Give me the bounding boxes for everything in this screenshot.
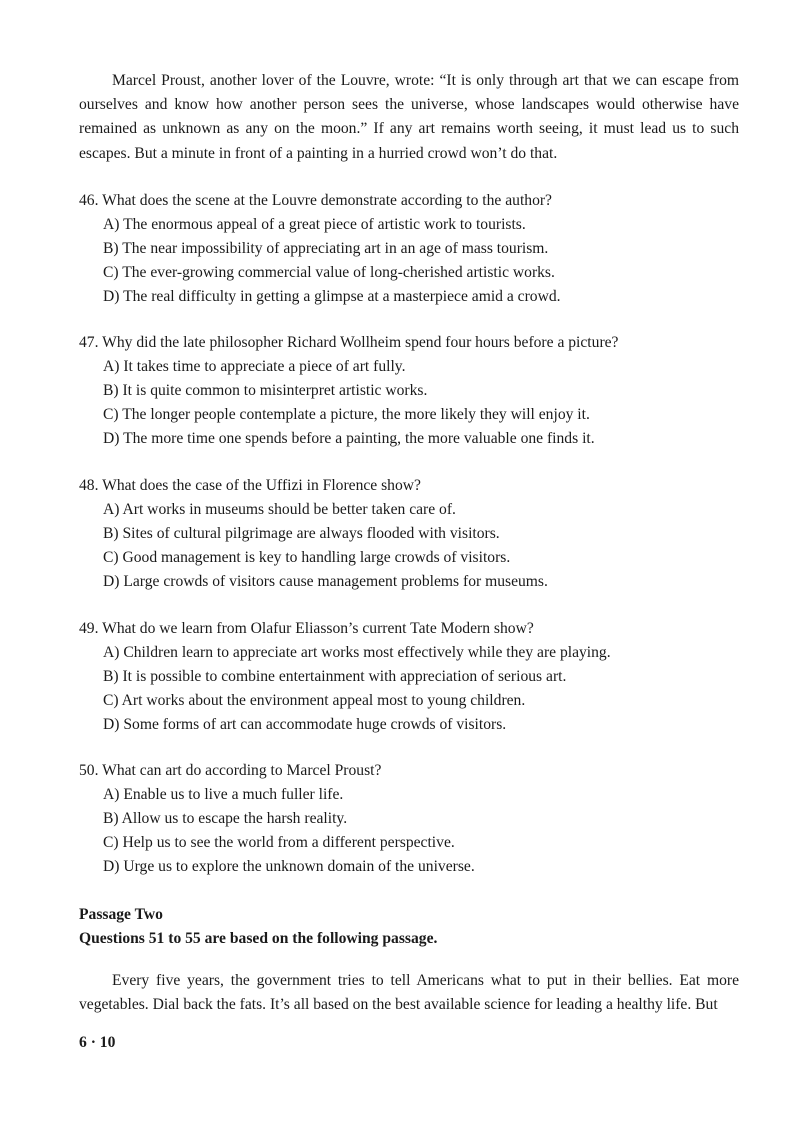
option-d: D) Urge us to explore the unknown domain of the universe. — [103, 858, 475, 875]
option-d: D) Large crowds of visitors cause management problems for museums. — [103, 573, 548, 590]
option-d: D) The more time one spends before a painting, the more valuable one finds it. — [103, 430, 595, 447]
option-c: C) Good management is key to handling large crowds of visitors. — [103, 549, 511, 566]
passage-two-heading: Passage Two — [79, 906, 163, 923]
option-c: C) The longer people contemplate a picture, the more likely they will enjoy it. — [103, 406, 590, 423]
option-b: B) The near impossibility of appreciating art in an age of mass tourism. — [103, 240, 549, 257]
option-b: B) Allow us to escape the harsh reality. — [103, 810, 348, 827]
question-stem: 48. What does the case of the Uffizi in Florence show? — [79, 477, 421, 494]
question-stem: 49. What do we learn from Olafur Eliasson’s current Tate Modern show? — [79, 620, 534, 637]
question-stem: 50. What can art do according to Marcel Proust? — [79, 762, 382, 779]
option-a: A) The enormous appeal of a great piece of artistic work to tourists. — [103, 216, 526, 233]
option-a: A) Art works in museums should be better taken care of. — [103, 501, 456, 518]
option-a: A) Children learn to appreciate art works most effectively while they are playing. — [103, 644, 611, 661]
question-46 — [79, 189, 759, 309]
question-49 — [79, 617, 759, 737]
question-stem: 46. What does the scene at the Louvre demonstrate according to the author? — [79, 192, 552, 209]
option-a: A) Enable us to live a much fuller life. — [103, 786, 344, 803]
option-c: C) Help us to see the world from a different perspective. — [103, 834, 455, 851]
question-47 — [79, 331, 759, 451]
question-50 — [79, 759, 759, 879]
passage-one-closing-paragraph: Marcel Proust, another lover of the Louvre, wrote: “It is only through art that we can escape from ourselves and know how another person sees the universe, whose landscapes would otherwise have remained as unknown as any on the moon.” If any art remains worth seeing, it must lead us to such escapes. But a minute in front of a painting in a hurried crowd won’t do that. — [79, 72, 739, 162]
option-a: A) It takes time to appreciate a piece of art fully. — [103, 358, 406, 375]
option-d: D) The real difficulty in getting a glimpse at a masterpiece amid a crowd. — [103, 288, 561, 305]
option-b: B) Sites of cultural pilgrimage are always flooded with visitors. — [103, 525, 500, 542]
option-c: C) Art works about the environment appeal most to young children. — [103, 692, 526, 709]
passage-two-instructions: Questions 51 to 55 are based on the following passage. — [79, 930, 438, 947]
page-number: 6 · 10 — [79, 1034, 116, 1051]
option-d: D) Some forms of art can accommodate huge crowds of visitors. — [103, 716, 507, 733]
option-b: B) It is quite common to misinterpret artistic works. — [103, 382, 428, 399]
question-stem: 47. Why did the late philosopher Richard Wollheim spend four hours before a picture? — [79, 334, 619, 351]
option-c: C) The ever-growing commercial value of long-cherished artistic works. — [103, 264, 555, 281]
passage-two-opening-paragraph: Every five years, the government tries to tell Americans what to put in their bellies. Eat more vegetables. Dial back the fats. It’s all based on the best available science for leading a healthy life. But — [79, 972, 739, 1014]
option-b: B) It is possible to combine entertainment with appreciation of serious art. — [103, 668, 567, 685]
question-48 — [79, 474, 759, 594]
